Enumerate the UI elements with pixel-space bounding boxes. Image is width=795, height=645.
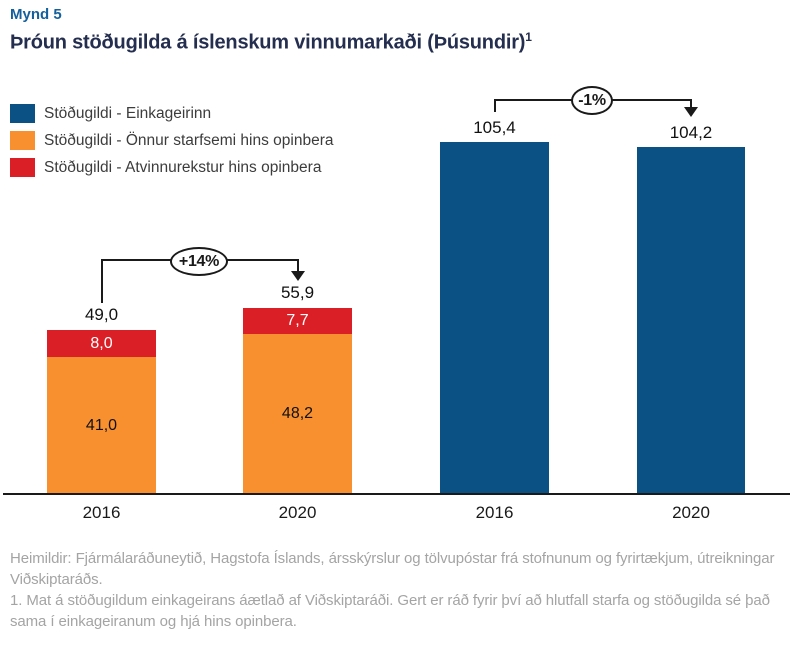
- bar-total-private-2020: 104,2: [669, 123, 713, 142]
- legend-label: Stöðugildi - Atvinnurekstur hins opinbera: [44, 158, 322, 176]
- legend-swatch-red: [10, 158, 35, 177]
- x-axis-label-private-2020: 2020: [672, 503, 710, 522]
- segment-value: 8,0: [90, 334, 113, 352]
- chart-title-footnote-marker: 1: [525, 30, 532, 44]
- annotation-public-change: +14%: [178, 252, 220, 270]
- bar-segment-orange-public-2016: [47, 357, 156, 494]
- annotation-arrow-down-icon: [291, 271, 305, 281]
- bar-total-public-2020: 55,9: [280, 283, 315, 302]
- annotation-bracket-left-public: [101, 259, 103, 303]
- footnotes: [10, 548, 788, 632]
- x-axis-label-public-2020: 2020: [278, 503, 317, 522]
- legend: [10, 104, 333, 185]
- annotation-arrow-down-icon: [684, 107, 698, 117]
- legend-item-other-public: [10, 131, 333, 150]
- bar-segment-red-public-2016: [47, 330, 156, 357]
- footnote-note1: 1. Mat á stöðugildum einkageirans áætlað af Viðskiptaráði. Gert er ráð fyrir því að hlutfall starfa og stöðugilda sé það sama í einkageiranum og hjá hins opinbera.: [10, 592, 770, 630]
- bar-segment-orange-public-2020: [243, 334, 352, 494]
- annotation-bracket-left-private: [494, 99, 496, 112]
- legend-label: Stöðugildi - Önnur starfsemi hins opinbera: [44, 131, 334, 149]
- bar-segment-red-public-2020: [243, 308, 352, 334]
- footnote-sources: Heimildir: Fjármálaráðuneytið, Hagstofa Íslands, ársskýrslur og tölvupóstar frá stofnunum og fyrirtækjum, útreikningar Viðskiptaráðs.: [10, 550, 775, 588]
- legend-swatch-orange: [10, 131, 35, 150]
- segment-value: 41,0: [85, 416, 118, 434]
- chart-title-text: Þróun stöðugilda á íslenskum vinnumarkaði (Þúsundir): [10, 31, 526, 54]
- segment-value: 48,2: [281, 405, 314, 422]
- segment-value: 7,7: [286, 312, 309, 329]
- annotation-bubble-public: [170, 247, 228, 276]
- x-axis-line: [3, 493, 790, 495]
- bar-total-public-2016: 49,0: [84, 305, 119, 324]
- bar-total-private-2016: 105,4: [473, 118, 516, 137]
- annotation-private-change: -1%: [578, 91, 606, 109]
- legend-item-public-business: [10, 158, 333, 177]
- annotation-bubble-private: [571, 86, 613, 115]
- x-axis-label-public-2016: 2016: [82, 503, 121, 522]
- bar-private-2020: [637, 147, 745, 494]
- legend-label: Stöðugildi - Einkageirinn: [44, 104, 212, 122]
- figure-label: Mynd 5: [10, 6, 62, 23]
- chart-title: [10, 30, 532, 55]
- x-axis-label-private-2016: 2016: [475, 503, 514, 522]
- legend-item-private-sector: [10, 104, 333, 123]
- bar-private-2016: [440, 142, 549, 494]
- legend-swatch-blue: [10, 104, 35, 123]
